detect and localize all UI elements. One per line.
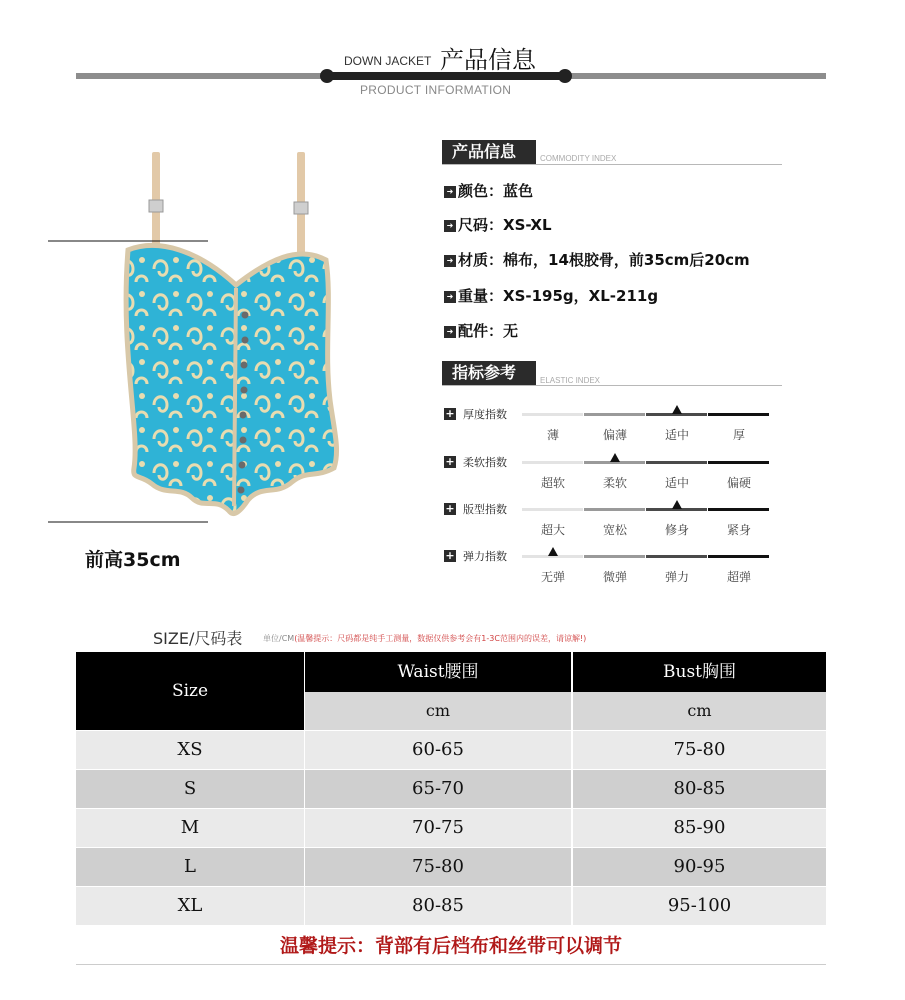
col-waist-header: Waist腰围 (305, 652, 571, 692)
waist-cell: 75-80 (305, 848, 571, 886)
plus-icon: + (445, 502, 455, 515)
info-row-size: ➜ 尺码：XS-XL (444, 214, 552, 235)
index-option: 适中 (664, 476, 689, 490)
index-marker-icon (610, 453, 620, 462)
index-option: 弹力 (664, 570, 689, 584)
index-label: 版型指数 (463, 503, 507, 516)
plus-icon: + (445, 407, 455, 420)
bust-cell: 85-90 (573, 809, 826, 847)
waist-unit: cm (305, 692, 571, 730)
index-option: 无弹 (540, 570, 565, 584)
bust-cell: 90-95 (573, 848, 826, 886)
corset-body (126, 245, 336, 513)
index-option: 超软 (540, 476, 565, 490)
plus-icon: + (445, 455, 455, 468)
elastic-rule (442, 385, 782, 386)
header-dot-right (558, 69, 572, 83)
header-subtitle: PRODUCT INFORMATION (360, 83, 512, 97)
index-option: 偏薄 (602, 428, 627, 442)
index-option: 宽松 (602, 523, 627, 537)
waist-cell: 65-70 (305, 770, 571, 808)
bust-cell: 75-80 (573, 731, 826, 769)
col-bust-header: Bust胸围 (573, 652, 826, 692)
index-row (444, 408, 784, 448)
index-segment (646, 555, 707, 558)
index-segment (708, 413, 769, 416)
elastic-heading: 指标参考 (442, 361, 536, 385)
index-option: 偏硬 (726, 476, 751, 490)
index-option: 厚 (732, 428, 745, 442)
index-option: 薄 (546, 428, 559, 442)
corset-illustration (48, 150, 358, 530)
elastic-heading-en: ELASTIC INDEX (540, 376, 601, 385)
index-option: 微弹 (602, 570, 627, 584)
index-option: 超弹 (726, 570, 751, 584)
arrow-icon: ➜ (444, 326, 456, 338)
index-option: 紧身 (726, 523, 751, 537)
index-label: 厚度指数 (463, 408, 507, 421)
index-segment (584, 508, 645, 511)
size-cell: XL (76, 887, 304, 925)
commodity-rule (442, 164, 782, 165)
size-cell: S (76, 770, 304, 808)
size-table-title: SIZE/尺码表 (153, 629, 243, 648)
index-marker-icon (672, 500, 682, 509)
bust-cell: 80-85 (573, 770, 826, 808)
waist-cell: 70-75 (305, 809, 571, 847)
index-segment (522, 461, 583, 464)
index-segment (522, 413, 583, 416)
index-label: 弹力指数 (463, 550, 507, 563)
arrow-icon: ➜ (444, 291, 456, 303)
header-dot-left (320, 69, 334, 83)
commodity-heading-en: COMMODITY INDEX (540, 154, 617, 163)
adjustment-tip: 温馨提示：背部有后档布和丝带可以调节 (76, 928, 826, 965)
info-row-color: ➜ 颜色：蓝色 (444, 180, 533, 201)
index-segment (646, 461, 707, 464)
index-marker-icon (548, 547, 558, 556)
index-segment (522, 508, 583, 511)
info-row-weight: ➜ 重量：XS-195g，XL-211g (444, 285, 658, 306)
arrow-icon: ➜ (444, 186, 456, 198)
index-segment (584, 555, 645, 558)
index-segment (584, 413, 645, 416)
waist-cell: 60-65 (305, 731, 571, 769)
header-en-title: DOWN JACKET (344, 54, 432, 68)
index-row (444, 550, 784, 590)
index-marker-icon (672, 405, 682, 414)
index-segment (708, 461, 769, 464)
col-size-header: Size (76, 652, 304, 730)
index-row (444, 503, 784, 543)
index-label: 柔软指数 (463, 456, 507, 469)
commodity-heading: 产品信息 (442, 140, 536, 164)
info-row-material: ➜ 材质：棉布，14根胶骨，前35cm后20cm (444, 249, 750, 270)
waist-cell: 80-85 (305, 887, 571, 925)
index-segment (708, 508, 769, 511)
index-row (444, 456, 784, 496)
front-height-label: 前高35cm (85, 549, 181, 571)
size-cell: M (76, 809, 304, 847)
index-option: 适中 (664, 428, 689, 442)
bust-cell: 95-100 (573, 887, 826, 925)
index-option: 柔软 (602, 476, 627, 490)
size-table-note: 单位/CM(温馨提示：尺码都是纯手工测量，数据仅供参考会有1-3C范围内的误差，请谅解!) (263, 634, 587, 643)
bust-unit: cm (573, 692, 826, 730)
index-option: 修身 (664, 523, 689, 537)
arrow-icon: ➜ (444, 220, 456, 232)
index-option: 超大 (540, 523, 565, 537)
info-row-accessory: ➜ 配件：无 (444, 320, 518, 341)
size-cell: L (76, 848, 304, 886)
arrow-icon: ➜ (444, 255, 456, 267)
index-segment (708, 555, 769, 558)
header-cn-title: 产品信息 (440, 46, 536, 74)
product-image (48, 150, 358, 530)
plus-icon: + (445, 549, 455, 562)
size-cell: XS (76, 731, 304, 769)
